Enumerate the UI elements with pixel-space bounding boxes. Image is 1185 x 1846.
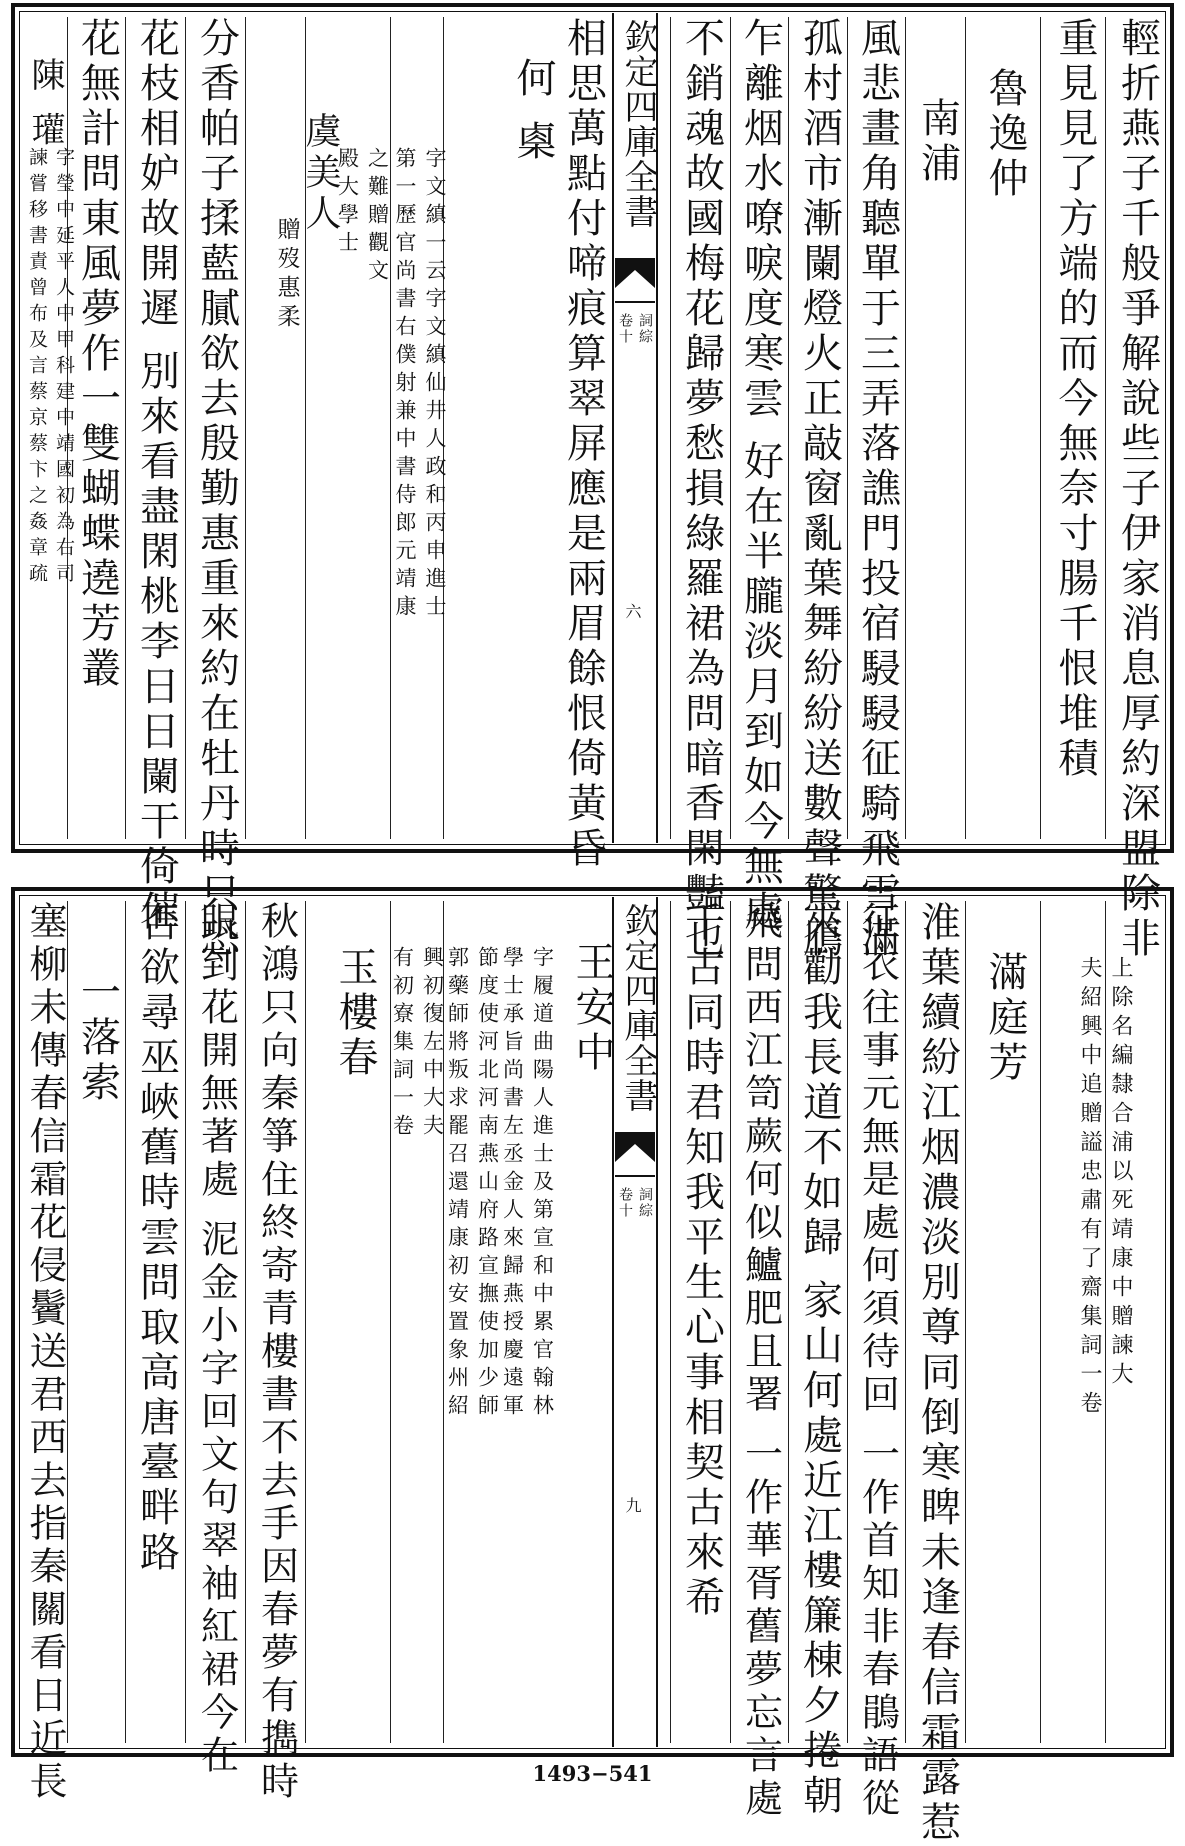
top-col-4	[910, 17, 965, 839]
book-title: 欽定四庫全書	[618, 903, 658, 1113]
verse-line: 飛問西江笥蕨何似鱸肥且署 一作華胥舊夢忘言處	[738, 901, 783, 1822]
band-subtitle: 詞綜	[637, 313, 653, 345]
verse-line: 征衣往事元無是處何須待回 一作首知非春鵑語從	[855, 901, 900, 1822]
poem-title: 南浦	[914, 97, 961, 187]
author-name: 王安中	[569, 941, 615, 1076]
bottom-col-6	[733, 901, 788, 1822]
bottom-col-8-notes	[500, 901, 555, 1743]
annotation-line: 贈歿惠柔	[273, 217, 300, 333]
bottom-col-13	[188, 901, 245, 1779]
top-col-8	[673, 17, 730, 962]
author-name: 何 㮚	[510, 57, 556, 165]
verse-line: 輕折燕子千般爭解說些子伊家消息厚約深盟除非	[1114, 17, 1161, 962]
annotation-line: 之難贈觀文	[365, 147, 390, 287]
top-col-12	[188, 17, 245, 962]
annotation-line: 諫嘗移書責曾布及言蔡京蔡卞之姦章疏	[26, 147, 48, 589]
top-col-9	[555, 17, 612, 872]
bottom-col-16	[23, 901, 67, 1804]
band-subtitle: 詞綜	[637, 1187, 653, 1219]
top-col-11-notes	[267, 17, 305, 839]
annotation	[333, 147, 393, 839]
annotation	[443, 946, 503, 1743]
top-col-15-notes	[25, 17, 75, 839]
top-col-7	[733, 17, 788, 935]
bottom-col-3	[910, 901, 965, 1846]
verse-line: 花枝相妒故開遲 別來看盡閑桃李日日闌干倚催	[133, 17, 180, 935]
annotation	[24, 147, 78, 839]
bottom-col-7	[673, 901, 730, 1743]
verse-line: 相思萬點付啼痕算翠屏應是兩眉餘恨倚黃昏	[560, 17, 607, 872]
poem-title: 一落索	[74, 971, 121, 1106]
annotation-line: 郭藥師將叛求罷召還靖康初安置象州紹	[445, 946, 470, 1422]
bottom-col-9-notes	[445, 901, 500, 1743]
top-col-10-notes2	[335, 17, 390, 839]
verse-line: 花無計問東風夢作一雙蝴蝶遶芳叢	[74, 17, 121, 692]
bottom-col-4	[850, 901, 905, 1822]
annotation	[498, 946, 558, 1743]
band-volume: 卷十	[617, 1187, 633, 1219]
bottom-col-1-notes	[1045, 901, 1165, 1743]
annotation-line: 節度使河北河南燕山府路宣撫使加少師	[475, 946, 500, 1422]
bottom-col-5	[792, 901, 847, 1819]
author-name: 魯逸仲	[982, 67, 1028, 202]
top-col-11	[300, 17, 341, 839]
bottom-col-2	[970, 901, 1040, 1743]
verse-line: 塞柳未傳春信霜花侵鬢送君西去指秦關看日近長	[23, 901, 67, 1804]
fish-tail-mark	[615, 1132, 655, 1162]
annotation-line: 字瑩中延平人中甲科建中靖國初為右司	[53, 147, 75, 589]
annotation-line: 有初寮集詞一卷	[390, 946, 415, 1142]
bottom-col-14	[128, 901, 185, 1743]
top-col-1	[1110, 17, 1165, 962]
annotation-line: 字文縝一云字文縝仙井人政和丙申進士	[423, 147, 447, 623]
bottom-col-15	[70, 901, 125, 1743]
bottom-center-band	[612, 897, 658, 1747]
verse-line: 千古同時君知我平生心事相契古來希	[678, 901, 725, 1621]
verse-line: 孤村酒市漸闌燈火正敲窗亂葉舞紛紛送數聲驚鴈	[796, 17, 843, 962]
annotation-line: 學士承旨尚書左丞金人來歸燕授慶遠軍	[500, 946, 525, 1422]
book-title: 欽定四庫全書	[618, 19, 658, 229]
top-col-10	[448, 17, 556, 839]
verse-line: 來勸我長道不如歸 家山何處近江樓簾棟夕捲朝	[796, 901, 843, 1819]
verse-line: 分香帕子揉藍膩欲去殷勤惠重來約在牡丹時只恐	[193, 17, 240, 962]
verse-line: 淮葉續紛江烟濃淡別尊同倒寒睥未逢春信霜露惹	[914, 901, 961, 1846]
band-page-number: 六	[623, 603, 642, 621]
annotation-line: 興初復左中大夫	[420, 946, 445, 1142]
bottom-col-11	[320, 901, 390, 1743]
poem-title: 虞美人	[300, 112, 341, 235]
top-col-6	[792, 17, 847, 962]
verse-line: 風悲畫角聽單于三弄落譙門投宿駸駸征騎飛雪滿	[854, 17, 901, 962]
annotation	[390, 147, 450, 839]
page-reference: 1493−541	[532, 1761, 653, 1786]
bottom-col-8	[555, 901, 615, 1743]
bottom-col-12	[248, 901, 305, 1804]
band-page-number: 九	[623, 1497, 642, 1515]
top-center-band	[612, 13, 658, 843]
verse-line: 眼到花開無著處 泥金小字回文句翠袖紅裙今在	[194, 901, 239, 1779]
top-col-2	[1045, 17, 1105, 839]
top-page-frame	[11, 3, 1174, 962]
top-col-14	[70, 17, 125, 839]
annotation	[388, 946, 448, 1743]
poem-title: 玉樓春	[332, 946, 378, 1081]
band-volume: 卷十	[617, 313, 633, 345]
annotation	[1074, 956, 1136, 1743]
top-col-5	[850, 17, 905, 962]
poem-title: 滿庭芳	[982, 951, 1028, 1086]
author-name: 陳 瓘	[25, 57, 65, 151]
top-col-10-notes	[390, 17, 450, 839]
verse-line: 乍離烟水嘹唳度寒雲 好在半朧淡月到如今無處	[737, 17, 784, 935]
fish-tail-mark	[615, 258, 655, 288]
annotation-line: 字履道曲陽人進士及第宣和中累官翰林	[530, 946, 555, 1422]
top-col-13	[128, 17, 185, 935]
verse-line: 秋鴻只向秦箏住終寄青樓書不去手因春夢有擕時	[254, 901, 299, 1804]
bottom-col-10-notes	[390, 901, 445, 1743]
verse-line: 重見見了方端的而今無奈寸腸千恨堆積	[1052, 17, 1098, 782]
annotation-line: 第一歷官尚書右僕射兼中書侍郎元靖康	[393, 147, 417, 623]
annotation-line: 上除名編隸合浦以死靖康中贈諫大	[1108, 956, 1133, 1391]
annotation-line: 殿大學士	[335, 147, 360, 259]
annotation-line: 夫紹興中追贈謚忠肅有了齋集詞一卷	[1077, 956, 1102, 1420]
top-col-3	[970, 17, 1040, 839]
verse-line: 否欲尋巫峽舊時雲問取高唐臺畔路	[133, 901, 180, 1576]
verse-line: 不銷魂故國梅花歸夢愁損綠羅裙為問暗香閑豔也	[678, 17, 725, 962]
